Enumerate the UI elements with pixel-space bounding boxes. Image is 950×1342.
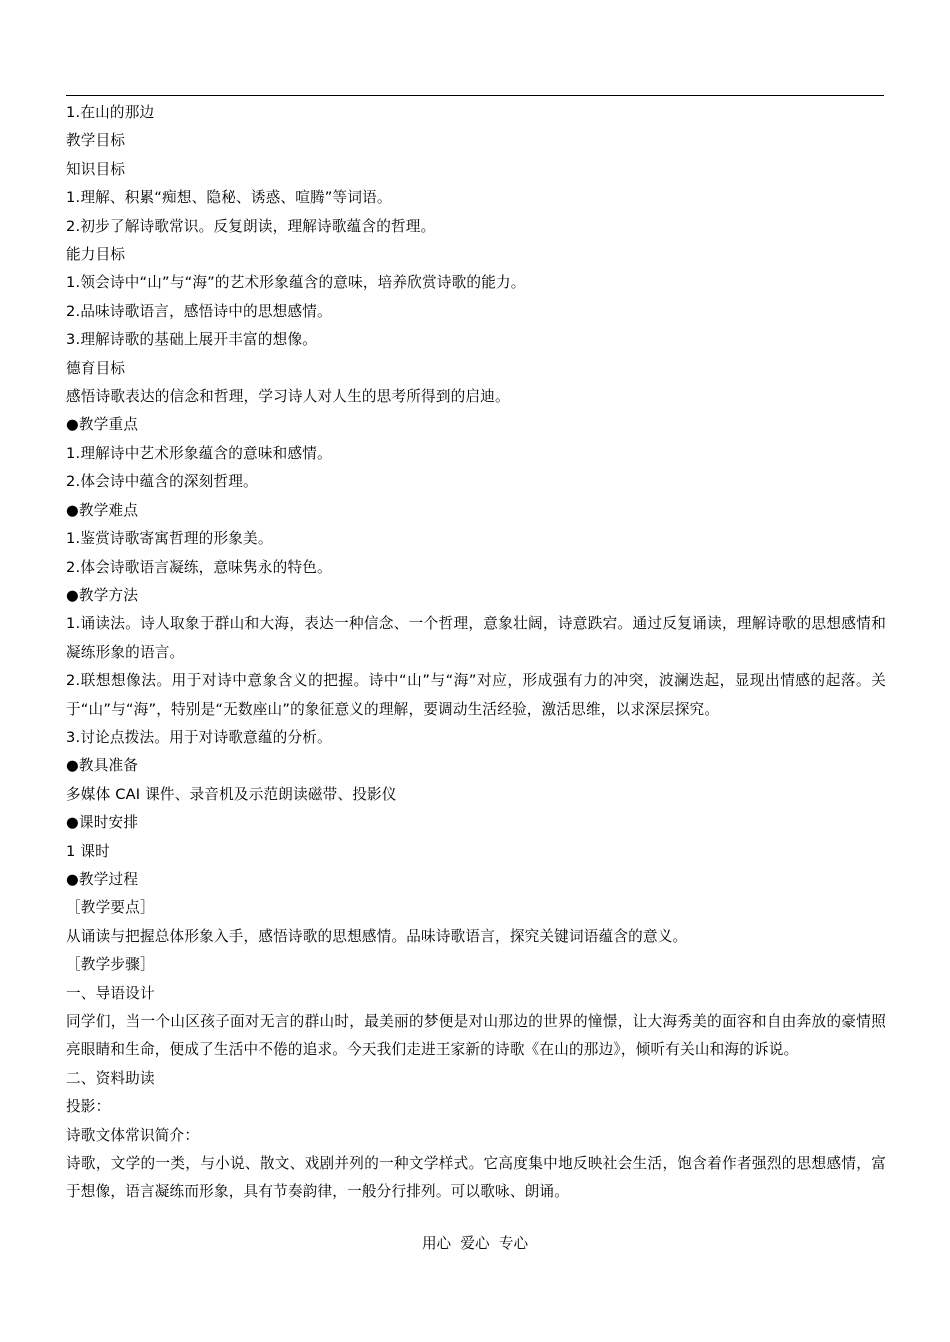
list-item: 3.理解诗歌的基础上展开丰富的想像。: [66, 331, 318, 349]
subsection-heading: 知识目标: [66, 160, 126, 178]
section-heading: ●教学方法: [66, 586, 139, 604]
list-item: 1.鉴赏诗歌寄寓哲理的形象美。: [66, 530, 273, 548]
bracket-heading: ［教学要点］: [66, 899, 155, 917]
paragraph: 同学们，当一个山区孩子面对无言的群山时，最美丽的梦便是对山那边的世界的憧憬，让大海秀美的面容和自由奔放的豪情照亮眼睛和生命，便成了生活中不倦的追求。今天我们走进王家新的诗歌《在山的那边》，倾听有关山和海的诉说。: [66, 1013, 886, 1059]
list-item: 2.初步了解诗歌常识。反复朗读，理解诗歌蕴含的哲理。: [66, 217, 436, 235]
list-item: 2.联想想像法。用于对诗中意象含义的把握。诗中“山”与“海”对应，形成强有力的冲突，波澜迭起，显现出情感的起落。关于“山”与“海”，特别是“无数座山”的象征意义的理解，要调动生活经验，激活思维，以求深层探究。: [66, 672, 886, 718]
list-item: 3.讨论点拨法。用于对诗歌意蕴的分析。: [66, 728, 332, 746]
step-heading: 一、导语设计: [66, 984, 155, 1002]
lesson-title: 1.在山的那边: [66, 104, 155, 121]
paragraph: 感悟诗歌表达的信念和哲理，学习诗人对人生的思考所得到的启迪。: [66, 388, 510, 406]
subsection-heading: 能力目标: [66, 246, 126, 264]
list-item: 2.体会诗歌语言凝练，意味隽永的特色。: [66, 558, 332, 576]
step-heading: 二、资料助读: [66, 1069, 155, 1087]
bracket-heading: ［教学步骤］: [66, 956, 155, 974]
paragraph: 1 课时: [66, 842, 110, 860]
paragraph: 投影：: [66, 1098, 111, 1116]
list-item: 1.理解诗中艺术形象蕴含的意味和感情。: [66, 444, 332, 462]
section-heading: ●教学重点: [66, 416, 139, 434]
section-heading: ●课时安排: [66, 814, 139, 832]
document-body: [66, 99, 886, 1207]
list-item: 1.理解、积累“痴想、隐秘、诱惑、喧腾”等词语。: [66, 189, 392, 207]
list-item: 2.体会诗中蕴含的深刻哲理。: [66, 473, 258, 491]
paragraph: 诗歌文体常识简介：: [66, 1126, 200, 1144]
list-item: 2.品味诗歌语言，感悟诗中的思想感情。: [66, 302, 332, 320]
section-heading: ●教学难点: [66, 501, 139, 519]
section-heading: 教学目标: [66, 132, 126, 150]
header-rule: [66, 95, 884, 96]
list-item: 1.诵读法。诗人取象于群山和大海，表达一种信念、一个哲理，意象壮阔，诗意跌宕。通过反复诵读，理解诗歌的思想感情和凝练形象的语言。: [66, 615, 886, 661]
paragraph: 诗歌，文学的一类，与小说、散文、戏剧并列的一种文学样式。它高度集中地反映社会生活，饱含着作者强烈的思想感情，富于想像，语言凝练而形象，具有节奏韵律，一般分行排列。可以歌咏、朗诵。: [66, 1155, 886, 1201]
paragraph: 多媒体 CAI 课件、录音机及示范朗读磁带、投影仪: [66, 785, 397, 803]
section-heading: ●教学过程: [66, 870, 139, 888]
section-heading: ●教具准备: [66, 757, 139, 775]
list-item: 1.领会诗中“山”与“海”的艺术形象蕴含的意味，培养欣赏诗歌的能力。: [66, 274, 526, 292]
paragraph: 从诵读与把握总体形象入手，感悟诗歌的思想感情。品味诗歌语言，探究关键词语蕴含的意义。: [66, 927, 688, 945]
page-footer: 用心 爱心 专心: [421, 1235, 529, 1252]
subsection-heading: 德育目标: [66, 359, 126, 377]
